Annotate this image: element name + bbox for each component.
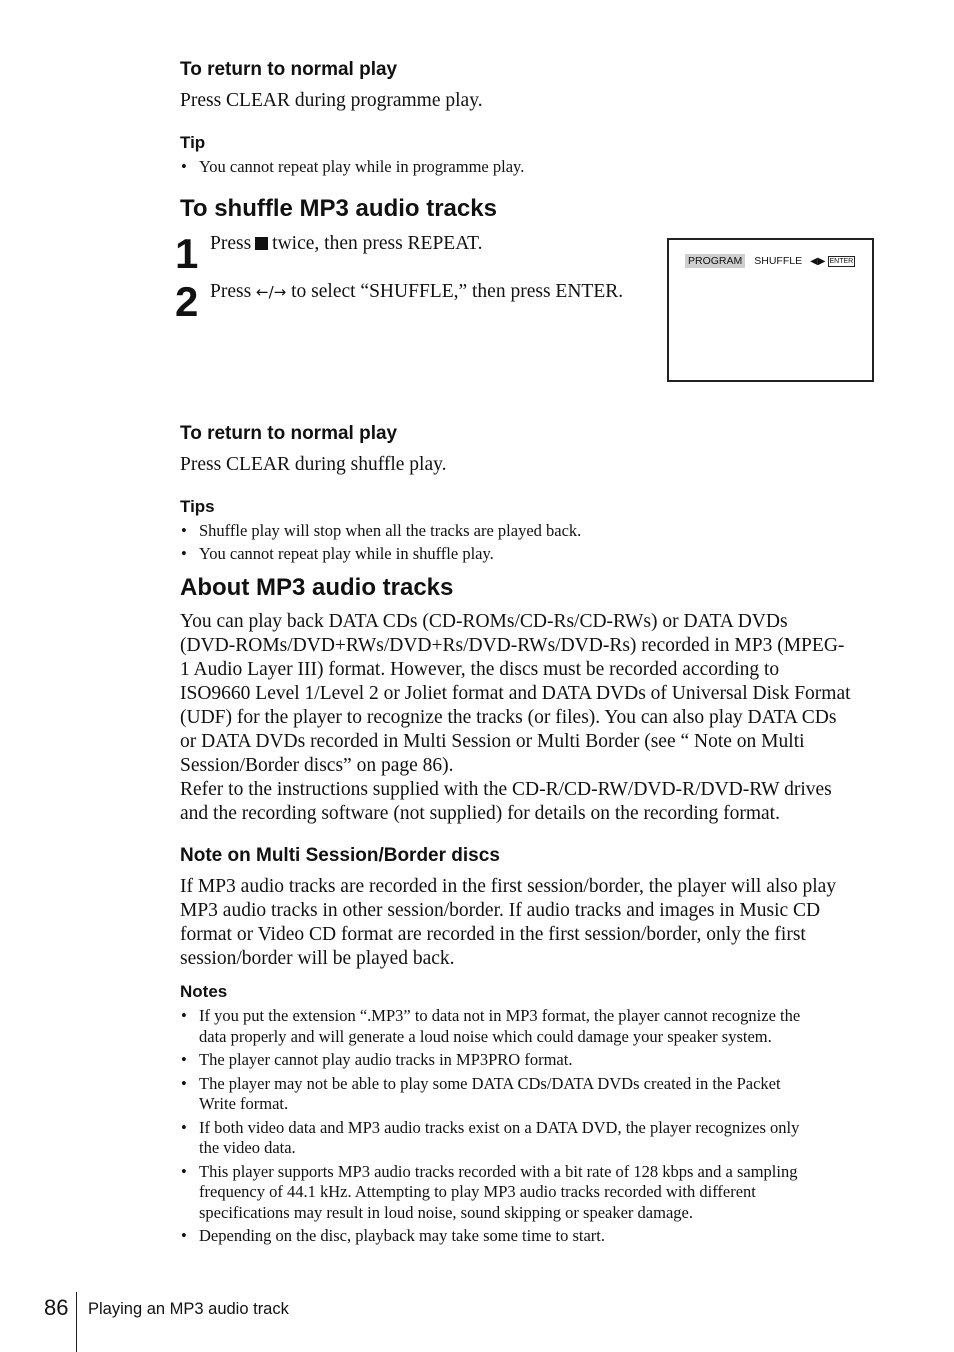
body-return-shuffle: Press CLEAR during shuffle play.	[180, 454, 447, 475]
text-line: • Depending on the disc, playback may take some time to start.	[199, 1226, 605, 1245]
text-line: • If both video data and MP3 audio tracks exist on a DATA DVD, the player recognizes only	[199, 1117, 800, 1137]
text-line: (DVD-ROMs/DVD+RWs/DVD+Rs/DVD-RWs/DVD-Rs) recorded in MP3 (MPEG-	[180, 635, 845, 656]
heading-return-normal-play-1: To return to normal play	[180, 59, 398, 80]
list-item: • You cannot repeat play while in shuffle play.	[180, 544, 880, 565]
text-line: ISO9660 Level 1/Level 2 or Joliet format and DATA DVDs of Universal Disk Format	[180, 683, 851, 704]
page-number: 86	[44, 1295, 69, 1320]
text-line: frequency of 44.1 kHz. Attempting to play MP3 audio tracks recorded with different	[199, 1182, 756, 1201]
heading-return-normal-play-2: To return to normal play	[180, 423, 398, 444]
osd-program-label: PROGRAM	[685, 254, 745, 268]
text-line: • The player cannot play audio tracks in MP3PRO format.	[199, 1050, 573, 1069]
text-line: You can play back DATA CDs (CD-ROMs/CD-Rs/CD-RWs) or DATA DVDs	[180, 611, 788, 632]
step-1-text	[210, 232, 482, 256]
osd-row	[685, 255, 855, 267]
step-2-post: to select “SHUFFLE,” then press ENTER.	[291, 281, 624, 302]
left-right-arrow-icon: ←/→	[256, 283, 287, 301]
text-line: or DATA DVDs recorded in Multi Session or Multi Border (see “ Note on Multi	[180, 731, 805, 752]
list-item	[180, 1006, 880, 1047]
text-line: Session/Border discs” on page 86).	[180, 755, 454, 776]
text-line: data properly and will generate a loud noise which could damage your speaker system.	[199, 1026, 772, 1046]
text-line: (UDF) for the player to recognize the tracks (or files). You can also play DATA CDs	[180, 707, 837, 728]
left-right-icon: ◀▶	[810, 256, 826, 267]
footer-divider	[76, 1292, 77, 1352]
step-2-text	[210, 280, 623, 304]
list-item: • You cannot repeat play while in programme play.	[180, 157, 880, 178]
step-2-pre: Press	[210, 281, 252, 302]
text-line: • If you put the extension “.MP3” to data not in MP3 format, the player cannot recognize the	[199, 1006, 801, 1025]
tip-list-2	[180, 521, 880, 564]
tip-label-2: Tips	[180, 497, 215, 516]
notes-list	[180, 1006, 880, 1247]
text-line: specifications may result in loud noise, sound skipping or speaker damage.	[199, 1202, 693, 1222]
note-paragraph	[180, 875, 880, 971]
text-line: • The player may not be able to play some DATA CDs/DATA DVDs created in the Packet	[199, 1073, 781, 1093]
text-line: format or Video CD format are recorded in the first session/border, only the first	[180, 924, 806, 945]
list-item	[180, 1162, 880, 1224]
body-return-programme: Press CLEAR during programme play.	[180, 90, 483, 111]
text-line: the video data.	[199, 1138, 296, 1157]
osd-shuffle-label: SHUFFLE	[754, 255, 803, 267]
text-line: Write format.	[199, 1094, 289, 1113]
text-line: MP3 audio tracks in other session/border. If audio tracks and images in Music CD	[180, 900, 821, 921]
list-item	[180, 1050, 880, 1071]
osd-display	[667, 238, 874, 382]
text-line: • This player supports MP3 audio tracks recorded with a bit rate of 128 kbps and a sampling	[199, 1161, 798, 1181]
tip-list-1	[180, 157, 880, 178]
step-1-pre: Press	[210, 233, 252, 254]
step-number-2: 2	[175, 278, 199, 325]
stop-icon	[255, 237, 268, 250]
list-item: • Shuffle play will stop when all the tracks are played back.	[180, 521, 880, 542]
text-line: session/border will be played back.	[180, 948, 455, 969]
list-item	[180, 1226, 880, 1247]
text-line: 1 Audio Layer III) format. However, the discs must be recorded according to	[180, 659, 780, 680]
running-title: Playing an MP3 audio track	[88, 1300, 289, 1318]
step-number-1: 1	[175, 230, 199, 277]
heading-about-mp3: About MP3 audio tracks	[180, 574, 454, 601]
text-line: If MP3 audio tracks are recorded in the first session/border, the player will also play	[180, 876, 837, 897]
list-item	[180, 1118, 880, 1159]
list-item	[180, 1074, 880, 1115]
notes-label: Notes	[180, 982, 228, 1001]
text-line: Refer to the instructions supplied with the CD-R/CD-RW/DVD-R/DVD-RW drives	[180, 779, 832, 800]
about-paragraph	[180, 610, 880, 826]
tip-label-1: Tip	[180, 133, 206, 152]
heading-note-multi-session: Note on Multi Session/Border discs	[180, 845, 500, 866]
heading-shuffle: To shuffle MP3 audio tracks	[180, 195, 497, 222]
text-line: and the recording software (not supplied) for details on the recording format.	[180, 803, 780, 824]
step-1-post: twice, then press REPEAT.	[272, 233, 483, 254]
enter-icon: ENTER	[829, 258, 854, 265]
